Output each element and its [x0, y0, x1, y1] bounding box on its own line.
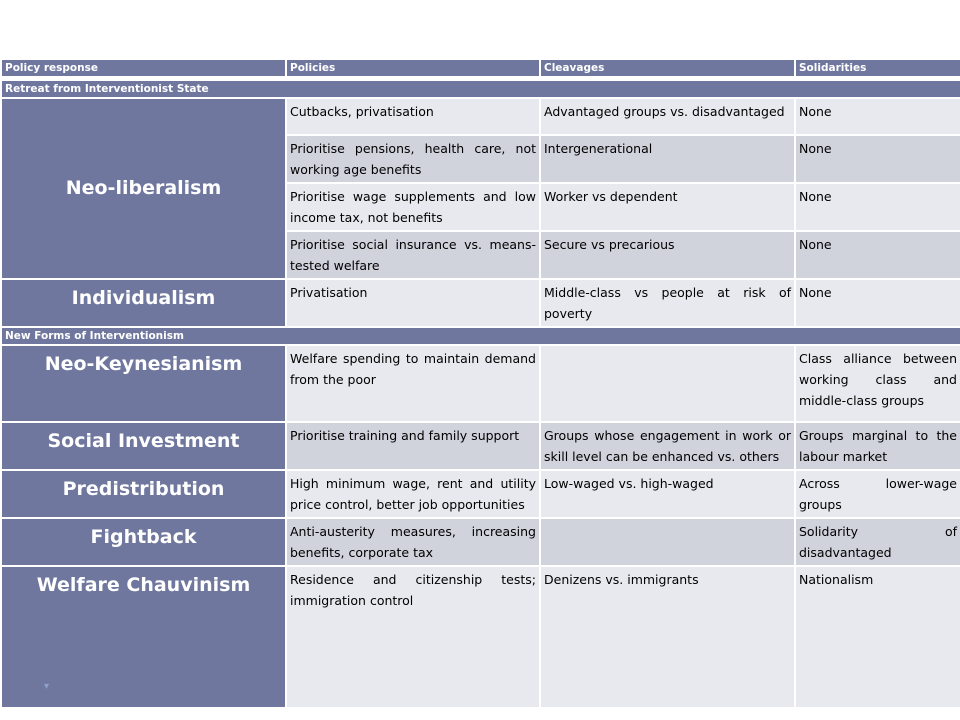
cell-cleavages: Advantaged groups vs. disadvantaged [540, 98, 795, 135]
table-header-row [1, 59, 960, 79]
cell-cleavages: Denizens vs. immigrants [540, 566, 795, 708]
cell-policies: Prioritise social insurance vs. means-tested welfare [286, 231, 540, 279]
cell-solidarities: None [795, 231, 960, 279]
cell-policies: Residence and citizenship tests; immigration control [286, 566, 540, 708]
row-label-welfare-chauvinism: Welfare Chauvinism [1, 566, 286, 708]
row-label-fightback: Fightback [1, 518, 286, 566]
table-row [1, 422, 960, 470]
row-label-individualism: Individualism [1, 279, 286, 327]
cell-cleavages [540, 345, 795, 422]
header-cleavages: Cleavages [540, 59, 795, 79]
cell-policies: Cutbacks, privatisation [286, 98, 540, 135]
table-row [1, 279, 960, 327]
cell-cleavages: Secure vs precarious [540, 231, 795, 279]
cell-cleavages: Middle-class vs people at risk of poverty [540, 279, 795, 327]
section-row-new-forms [1, 327, 960, 345]
slide-marker-icon: ▾ [44, 681, 50, 692]
cell-solidarities: None [795, 98, 960, 135]
table-row [1, 345, 960, 422]
section-row-retreat [1, 79, 960, 99]
cell-policies: Prioritise wage supplements and low income tax, not benefits [286, 183, 540, 231]
table-row [1, 98, 960, 135]
cell-policies: Privatisation [286, 279, 540, 327]
table-row [1, 518, 960, 566]
policy-response-table [0, 58, 960, 709]
cell-cleavages: Intergenerational [540, 135, 795, 183]
cell-cleavages: Low-waged vs. high-waged [540, 470, 795, 518]
header-solidarities: Solidarities [795, 59, 960, 79]
cell-solidarities: Across lower-wage groups [795, 470, 960, 518]
cell-policies: Prioritise pensions, health care, not working age benefits [286, 135, 540, 183]
cell-solidarities: None [795, 135, 960, 183]
cell-policies: High minimum wage, rent and utility price control, better job opportunities [286, 470, 540, 518]
cell-solidarities: Nationalism [795, 566, 960, 708]
cell-cleavages: Groups whose engagement in work or skill level can be enhanced vs. others [540, 422, 795, 470]
table-row [1, 566, 960, 708]
section-title-retreat: Retreat from Interventionist State [1, 79, 960, 99]
cell-solidarities: Solidarity of disadvantaged [795, 518, 960, 566]
cell-cleavages [540, 518, 795, 566]
row-label-social-investment: Social Investment [1, 422, 286, 470]
cell-solidarities: None [795, 183, 960, 231]
cell-solidarities: Groups marginal to the labour market [795, 422, 960, 470]
row-label-predistribution: Predistribution [1, 470, 286, 518]
cell-policies: Prioritise training and family support [286, 422, 540, 470]
cell-policies: Welfare spending to maintain demand from the poor [286, 345, 540, 422]
section-title-new-forms: New Forms of Interventionism [1, 327, 960, 345]
cell-solidarities: Class alliance between working class and middle-class groups [795, 345, 960, 422]
table-row [1, 470, 960, 518]
header-policy-response: Policy response [1, 59, 286, 79]
cell-policies: Anti-austerity measures, increasing benefits, corporate tax [286, 518, 540, 566]
cell-cleavages: Worker vs dependent [540, 183, 795, 231]
header-policies: Policies [286, 59, 540, 79]
cell-solidarities: None [795, 279, 960, 327]
row-label-neo-liberalism: Neo-liberalism [1, 98, 286, 279]
row-label-neo-keynesianism: Neo-Keynesianism [1, 345, 286, 422]
